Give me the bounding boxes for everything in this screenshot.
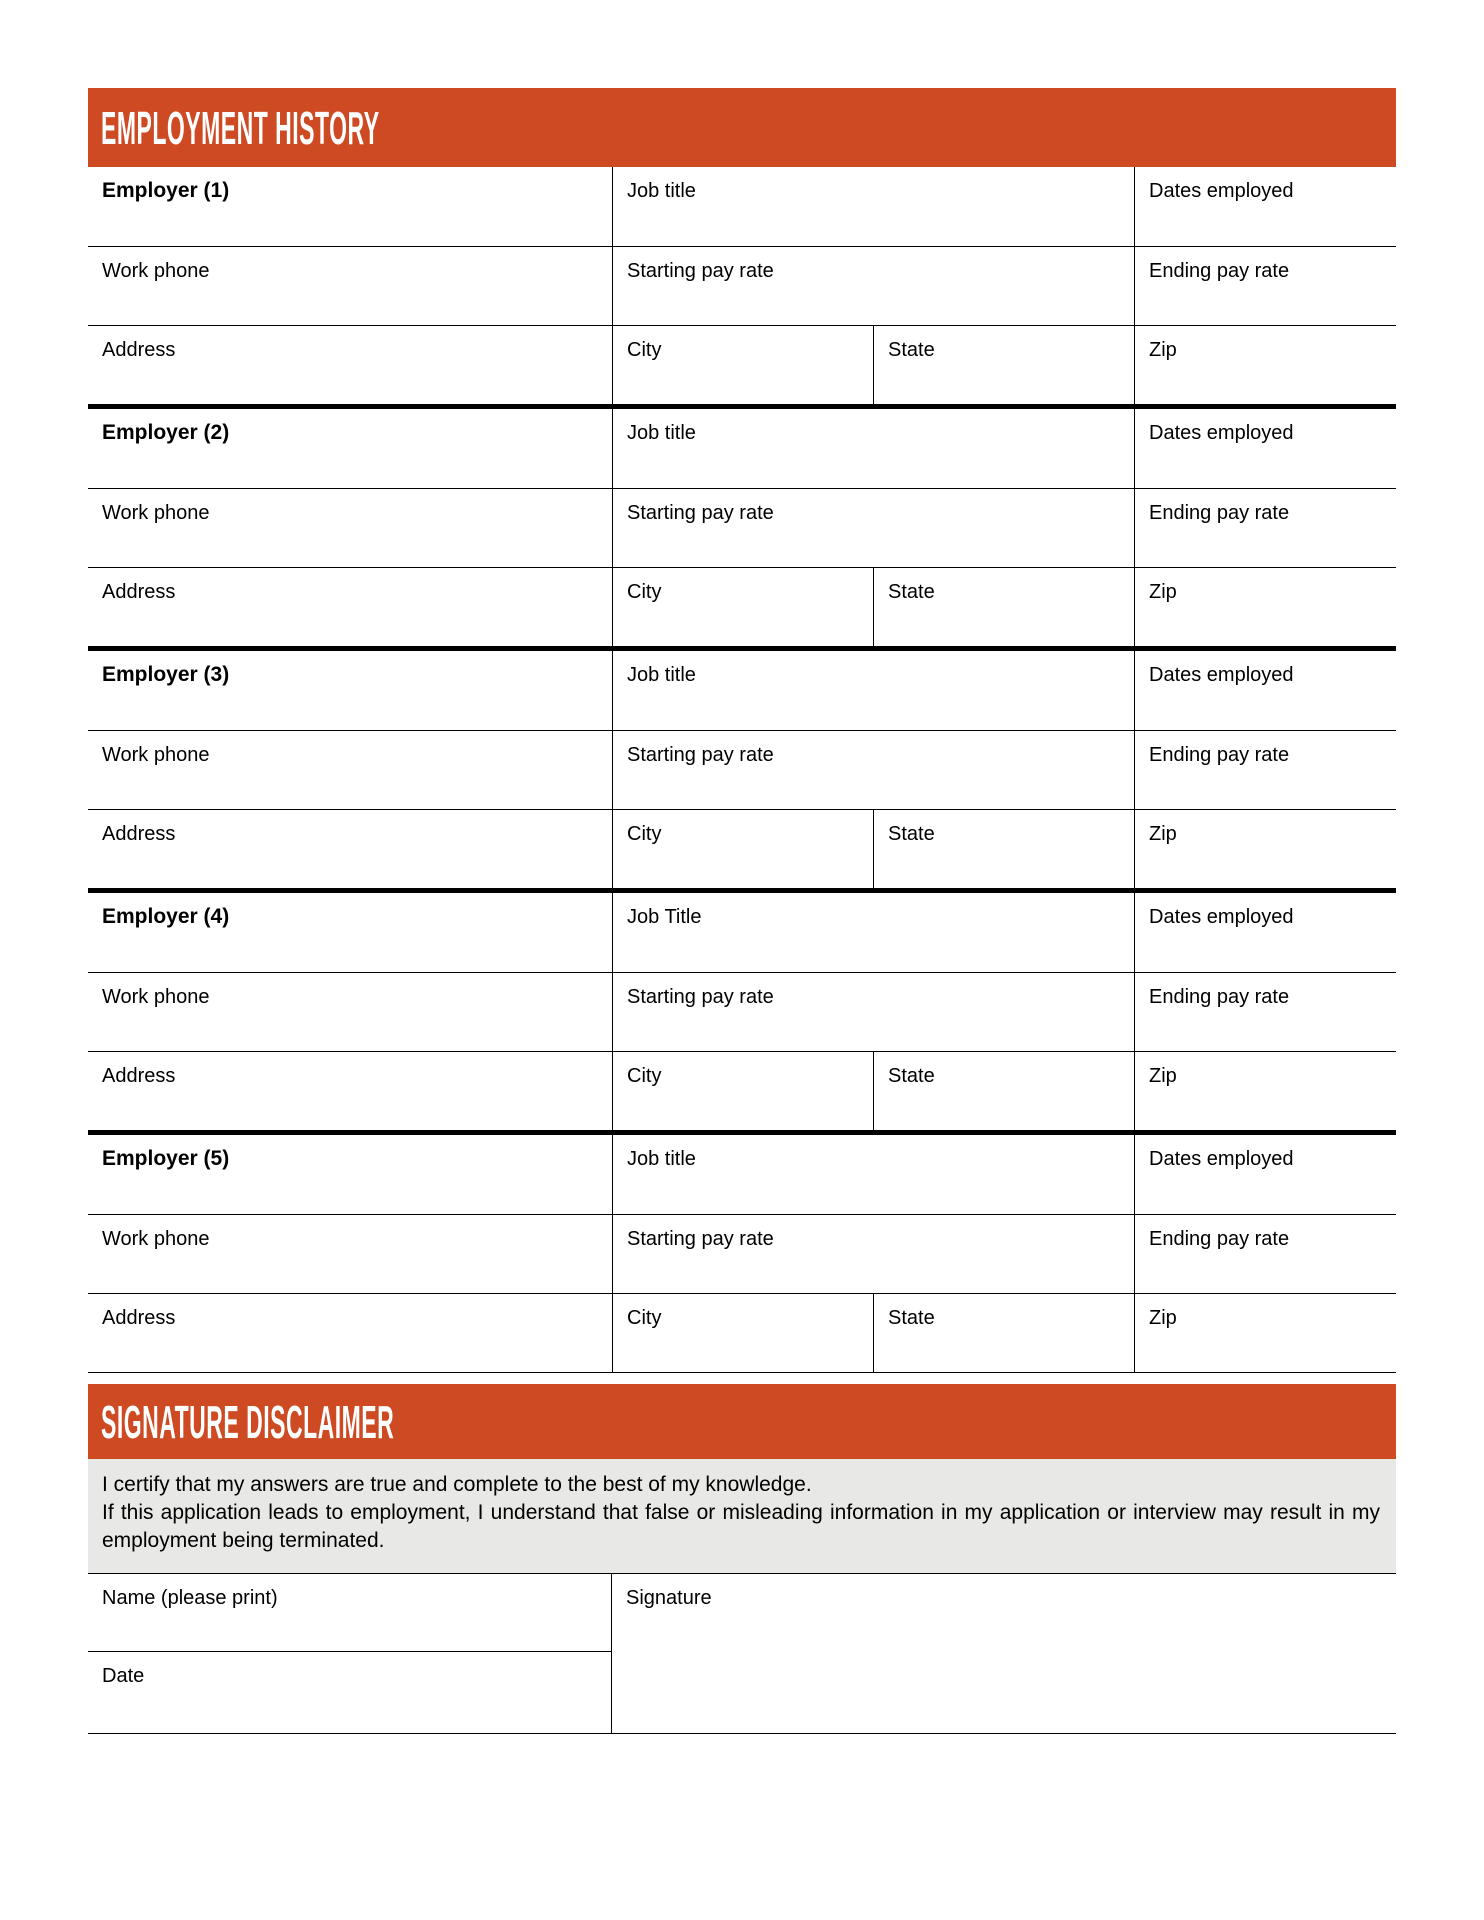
dates-employed-label: Dates employed — [1134, 409, 1396, 488]
employer-row — [88, 409, 1396, 488]
ending-pay-rate-label: Ending pay rate — [1134, 973, 1396, 1051]
job-title-label: Job title — [612, 1135, 1134, 1214]
name-date-column — [88, 1574, 612, 1733]
address-label: Address — [102, 1065, 176, 1087]
zip-label: Zip — [1134, 1052, 1396, 1130]
city-label: City — [612, 326, 873, 404]
employer-block-4 — [88, 888, 1396, 1130]
starting-pay-rate-label: Starting pay rate — [612, 731, 1134, 809]
job-title-label: Job Title — [612, 893, 1134, 972]
employer-row — [88, 167, 1396, 246]
address-label: Address — [102, 823, 176, 845]
employer-row — [88, 1135, 1396, 1214]
signature-disclaimer-section — [88, 1384, 1396, 1734]
employer-row — [88, 893, 1396, 972]
employer-label: Employer (2) — [102, 421, 230, 444]
employer-label: Employer (4) — [102, 905, 230, 928]
address-row — [88, 1293, 1396, 1372]
disclaimer-terms-sentence: If this application leads to employment, I understand that false or misleading information in my application or interview may result in my employment being terminated. — [102, 1501, 1380, 1552]
zip-label: Zip — [1134, 810, 1396, 888]
pay-row — [88, 246, 1396, 325]
employment-history-table — [88, 167, 1396, 1373]
signature-disclaimer-title: SIGNATURE DISCLAIMER — [101, 1395, 395, 1448]
job-title-label: Job title — [612, 409, 1134, 488]
city-label: City — [612, 568, 873, 646]
city-label: City — [612, 1294, 873, 1372]
employer-block-5 — [88, 1130, 1396, 1372]
address-label: Address — [102, 339, 176, 361]
signature-grid — [88, 1573, 1396, 1734]
form-content — [88, 88, 1396, 1734]
signature-column — [612, 1574, 1396, 1733]
address-label: Address — [102, 1307, 176, 1329]
employment-history-title: EMPLOYMENT HISTORY — [101, 101, 380, 154]
starting-pay-rate-label: Starting pay rate — [612, 973, 1134, 1051]
city-label: City — [612, 1052, 873, 1130]
work-phone-label: Work phone — [102, 744, 210, 766]
employer-row — [88, 651, 1396, 730]
disclaimer-certify-sentence: I certify that my answers are true and complete to the best of my knowledge. — [102, 1473, 812, 1496]
pay-row — [88, 972, 1396, 1051]
state-label: State — [873, 1052, 1134, 1130]
zip-label: Zip — [1134, 326, 1396, 404]
work-phone-label: Work phone — [102, 260, 210, 282]
state-label: State — [873, 568, 1134, 646]
ending-pay-rate-label: Ending pay rate — [1134, 1215, 1396, 1293]
date-label: Date — [102, 1665, 145, 1687]
employer-block-2 — [88, 404, 1396, 646]
dates-employed-label: Dates employed — [1134, 1135, 1396, 1214]
dates-employed-label: Dates employed — [1134, 651, 1396, 730]
ending-pay-rate-label: Ending pay rate — [1134, 247, 1396, 325]
dates-employed-label: Dates employed — [1134, 893, 1396, 972]
pay-row — [88, 488, 1396, 567]
work-phone-label: Work phone — [102, 1228, 210, 1250]
employment-history-header-bar — [88, 88, 1396, 167]
job-title-label: Job title — [612, 651, 1134, 730]
signature-label: Signature — [626, 1587, 712, 1609]
address-label: Address — [102, 581, 176, 603]
zip-label: Zip — [1134, 1294, 1396, 1372]
work-phone-label: Work phone — [102, 986, 210, 1008]
employer-label: Employer (1) — [102, 179, 230, 202]
employer-label: Employer (5) — [102, 1147, 230, 1170]
starting-pay-rate-label: Starting pay rate — [612, 1215, 1134, 1293]
employer-label: Employer (3) — [102, 663, 230, 686]
state-label: State — [873, 1294, 1134, 1372]
ending-pay-rate-label: Ending pay rate — [1134, 489, 1396, 567]
disclaimer-text-box — [88, 1459, 1396, 1573]
address-row — [88, 325, 1396, 404]
name-print-label: Name (please print) — [88, 1574, 611, 1652]
address-row — [88, 567, 1396, 646]
starting-pay-rate-label: Starting pay rate — [612, 247, 1134, 325]
pay-row — [88, 730, 1396, 809]
city-label: City — [612, 810, 873, 888]
state-label: State — [873, 810, 1134, 888]
pay-row — [88, 1214, 1396, 1293]
address-row — [88, 1051, 1396, 1130]
job-title-label: Job title — [612, 167, 1134, 246]
dates-employed-label: Dates employed — [1134, 167, 1396, 246]
employer-block-1 — [88, 167, 1396, 404]
employer-block-3 — [88, 646, 1396, 888]
state-label: State — [873, 326, 1134, 404]
work-phone-label: Work phone — [102, 502, 210, 524]
signature-disclaimer-header-bar — [88, 1384, 1396, 1459]
ending-pay-rate-label: Ending pay rate — [1134, 731, 1396, 809]
zip-label: Zip — [1134, 568, 1396, 646]
starting-pay-rate-label: Starting pay rate — [612, 489, 1134, 567]
address-row — [88, 809, 1396, 888]
